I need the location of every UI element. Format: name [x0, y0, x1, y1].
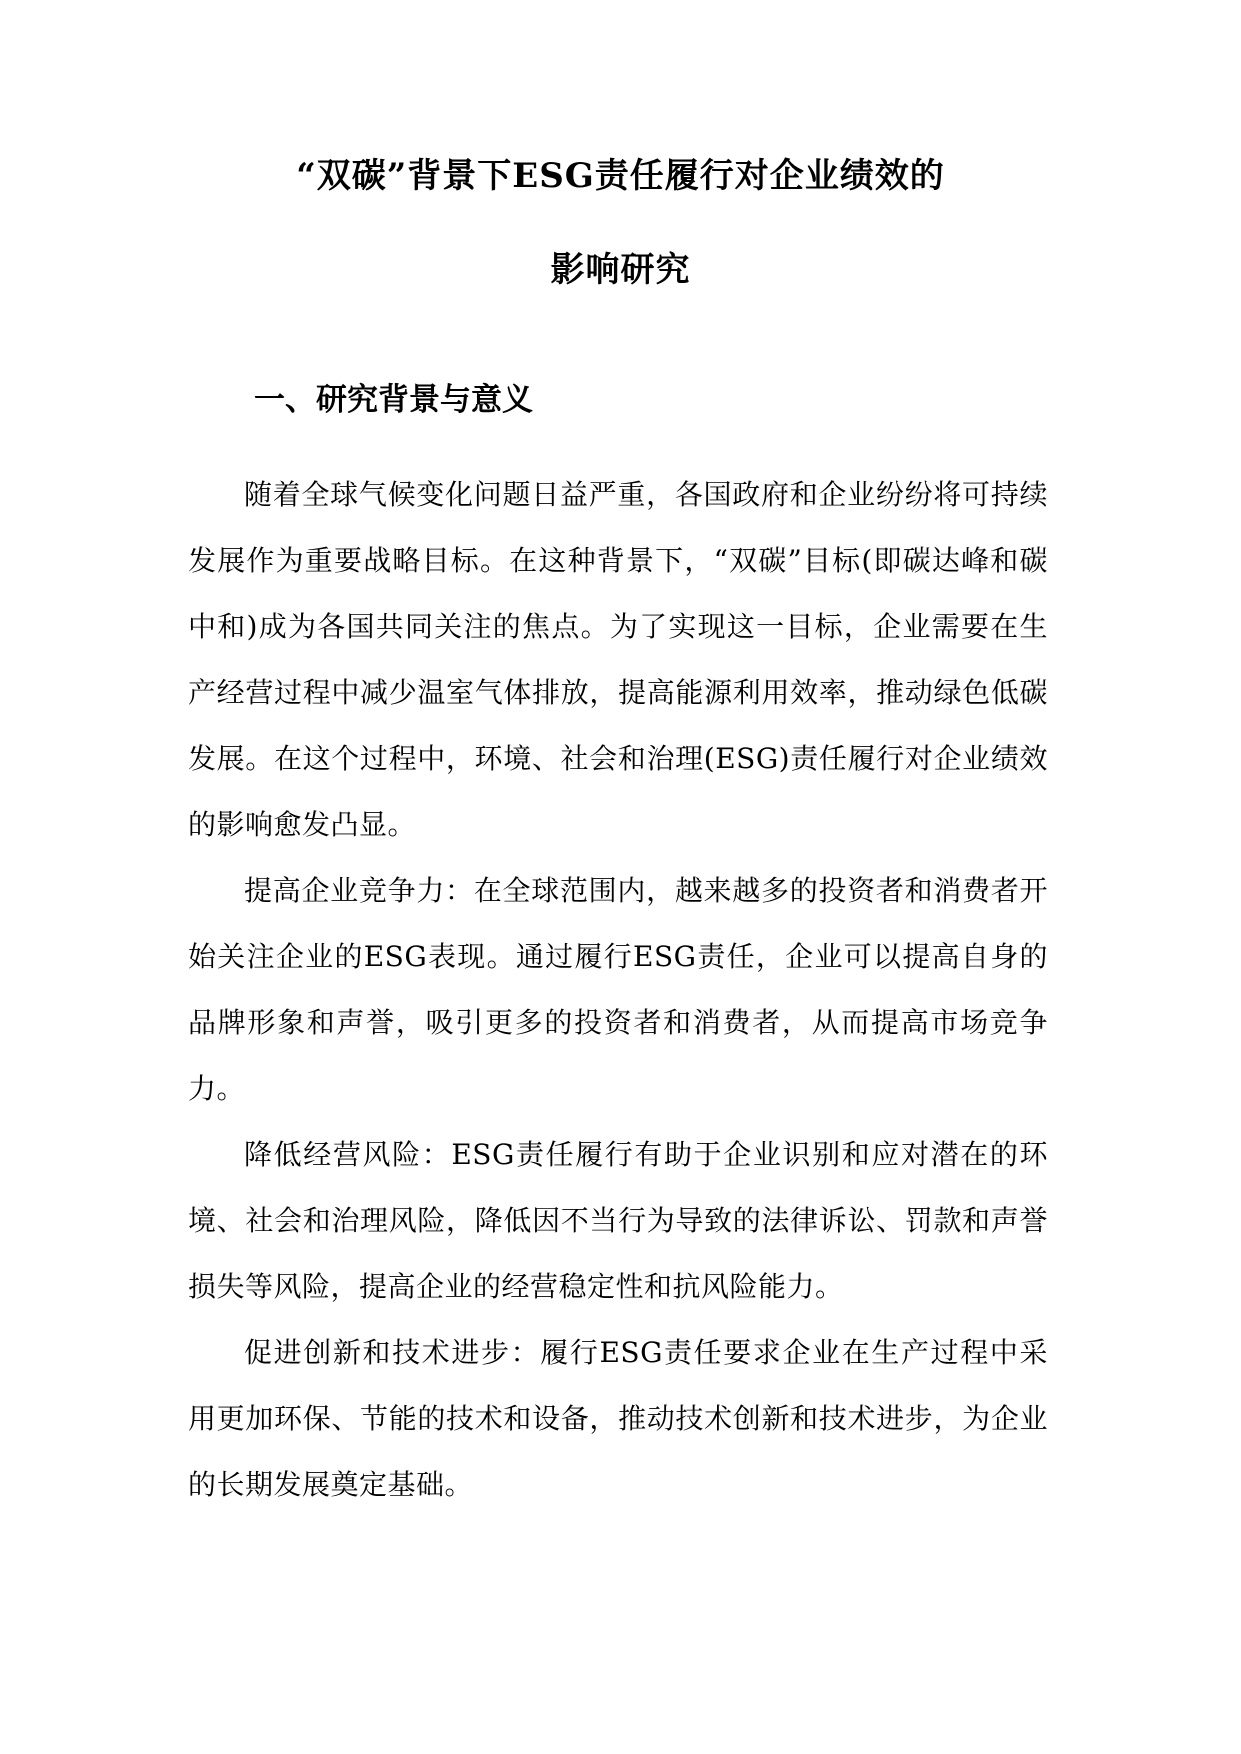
- document-title-line-1: “双碳”背景下ESG责任履行对企业绩效的: [296, 156, 945, 196]
- body-text: [188, 462, 1048, 1518]
- paragraph-competitiveness: 提高企业竞争力：在全球范围内，越来越多的投资者和消费者开始关注企业的ESG表现。通过履行ESG责任，企业可以提高自身的品牌形象和声誉，吸引更多的投资者和消费者，从而提高市场竞争力。: [188, 874, 1048, 1105]
- document-title-line-2: 影响研究: [550, 250, 691, 290]
- paragraph-risk: 降低经营风险：ESG责任履行有助于企业识别和应对潜在的环境、社会和治理风险，降低因不当行为导致的法律诉讼、罚款和声誉损失等风险，提高企业的经营稳定性和抗风险能力。: [188, 1138, 1048, 1303]
- paragraph-background: 随着全球气候变化问题日益严重，各国政府和企业纷纷将可持续发展作为重要战略目标。在这种背景下，“双碳”目标(即碳达峰和碳中和)成为各国共同关注的焦点。为了实现这一目标，企业需要在生产经营过程中减少温室气体排放，提高能源利用效率，推动绿色低碳发展。在这个过程中，环境、社会和治理(ESG)责任履行对企业绩效的影响愈发凸显。: [188, 478, 1048, 841]
- paragraph-innovation: 促进创新和技术进步：履行ESG责任要求企业在生产过程中采用更加环保、节能的技术和设备，推动技术创新和技术进步，为企业的长期发展奠定基础。: [188, 1336, 1048, 1501]
- section-heading: 一、研究背景与意义: [254, 382, 533, 418]
